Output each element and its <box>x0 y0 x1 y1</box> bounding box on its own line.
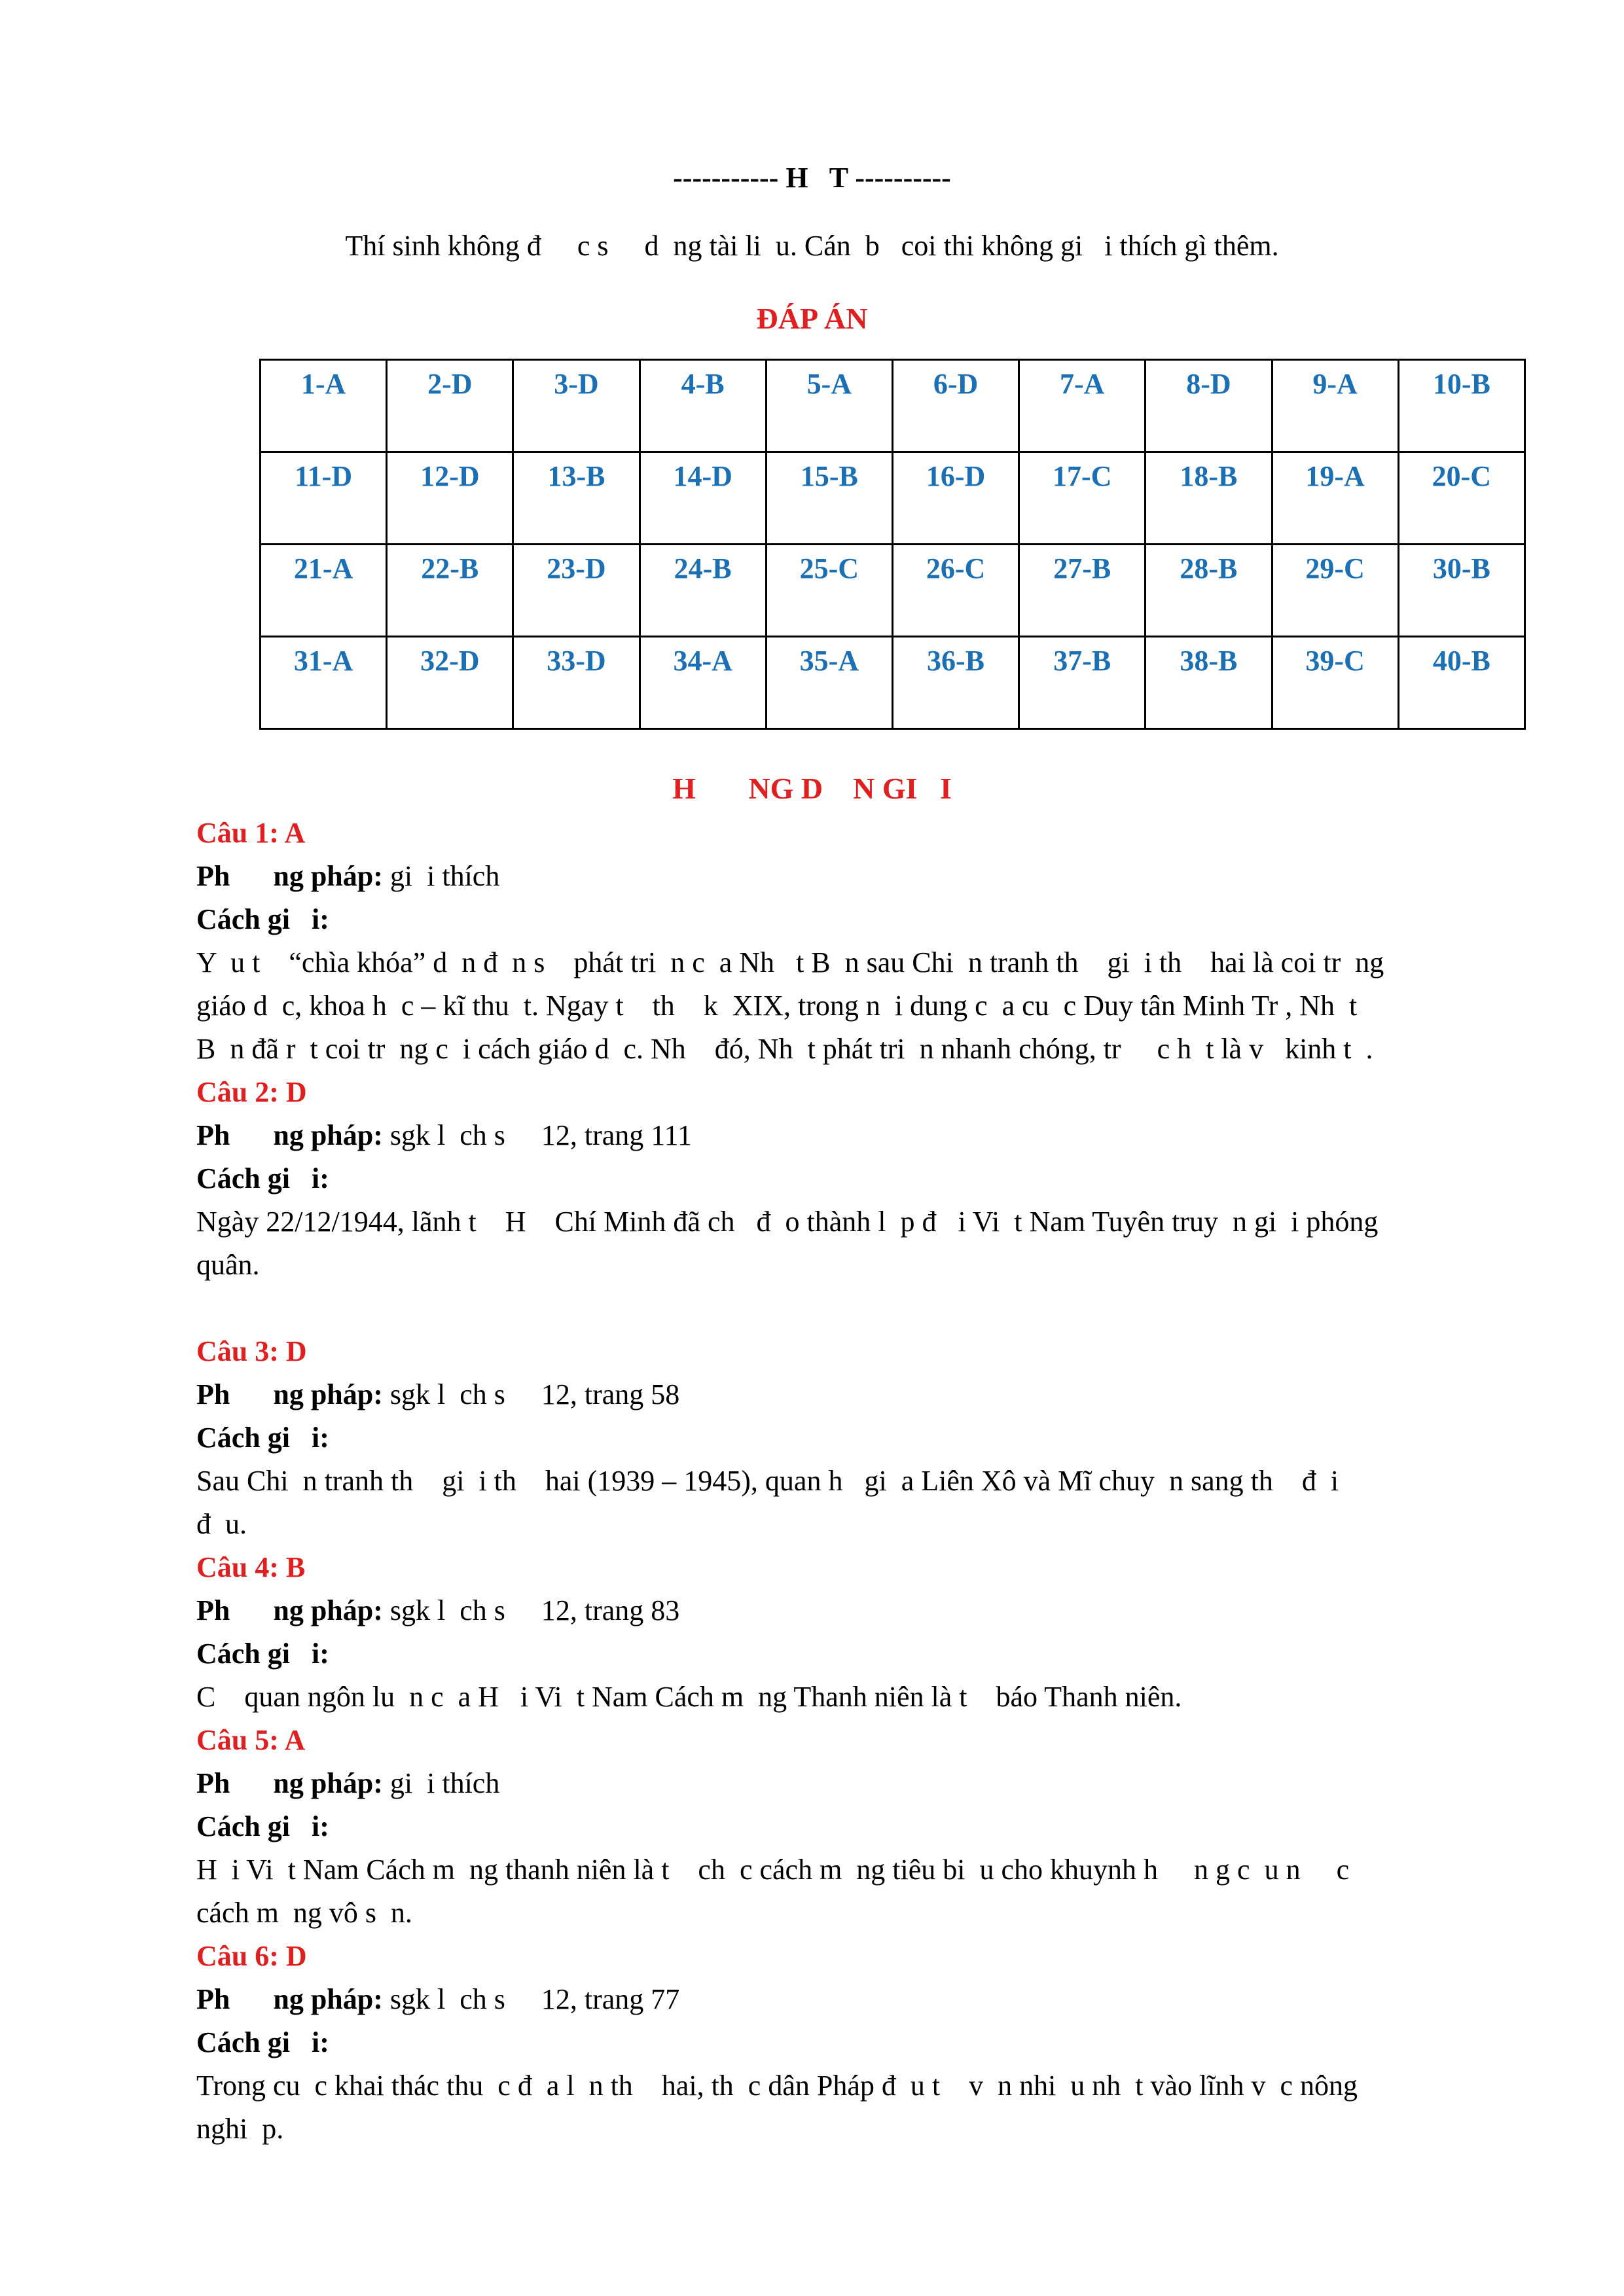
method-line <box>196 1114 1506 1157</box>
solution-label: Cách gi i: <box>196 1638 329 1670</box>
method-value: sgk l ch s 12, trang 58 <box>382 1378 680 1410</box>
solutions-list <box>196 812 1506 2151</box>
answer-row <box>261 360 1525 452</box>
answer-cell: 37-B <box>1019 637 1146 729</box>
method-label: Ph ng pháp: <box>196 860 383 892</box>
answer-cell: 36-B <box>892 637 1019 729</box>
question-block <box>196 1071 1506 1287</box>
answer-cell: 6-D <box>892 360 1019 452</box>
method-label: Ph ng pháp: <box>196 1119 383 1151</box>
method-line <box>196 1978 1506 2021</box>
solution-text: Y u t “chìa khóa” d n đ n s phát tri n c a Nh t B n sau Chi n tranh th gi i th hai là coi tr ng giáo d c, khoa h c – kĩ thu t. Ngay t th k XIX, trong n i dung c a cu c Duy tân Minh Tr , Nh t B n đã r t coi tr ng c i cách giáo d c. Nh đó, Nh t phát tri n nhanh chóng, tr c h t là v kinh t . <box>196 946 1384 1065</box>
answer-cell: 31-A <box>261 637 387 729</box>
question-block <box>196 1330 1506 1546</box>
answer-cell: 2-D <box>387 360 513 452</box>
answer-cell: 28-B <box>1146 545 1272 637</box>
answer-cell: 8-D <box>1146 360 1272 452</box>
method-value: sgk l ch s 12, trang 77 <box>382 1983 680 2015</box>
answer-cell: 32-D <box>387 637 513 729</box>
solution-text: Sau Chi n tranh th gi i th hai (1939 – 1945), quan h gi a Liên Xô và Mĩ chuy n sang th đ i đ u. <box>196 1465 1339 1540</box>
answer-cell: 39-C <box>1272 637 1398 729</box>
answer-cell: 22-B <box>387 545 513 637</box>
method-value: sgk l ch s 12, trang 111 <box>382 1119 693 1151</box>
answer-cell: 24-B <box>640 545 766 637</box>
solution-label: Cách gi i: <box>196 2026 329 2058</box>
answer-cell: 14-D <box>640 452 766 545</box>
answer-cell: 10-B <box>1398 360 1525 452</box>
question-block <box>196 812 1506 1071</box>
answer-cell: 11-D <box>261 452 387 545</box>
method-label: Ph ng pháp: <box>196 1983 383 2015</box>
answer-cell: 5-A <box>766 360 892 452</box>
answer-row <box>261 545 1525 637</box>
answer-cell: 7-A <box>1019 360 1146 452</box>
answer-cell: 4-B <box>640 360 766 452</box>
method-label: Ph ng pháp: <box>196 1767 383 1799</box>
question-title: Câu 1: A <box>196 817 306 849</box>
solution-label: Cách gi i: <box>196 1422 329 1454</box>
answer-cell: 1-A <box>261 360 387 452</box>
answer-cell: 40-B <box>1398 637 1525 729</box>
question-title: Câu 3: D <box>196 1335 307 1367</box>
solution-text: H i Vi t Nam Cách m ng thanh niên là t ch c cách m ng tiêu bi u cho khuynh h n g c u n c cách m ng vô s n. <box>196 1854 1350 1929</box>
answer-cell: 3-D <box>513 360 640 452</box>
method-line <box>196 1762 1506 1805</box>
answer-cell: 33-D <box>513 637 640 729</box>
solution-label: Cách gi i: <box>196 1162 329 1194</box>
answer-cell: 23-D <box>513 545 640 637</box>
question-block <box>196 1719 1506 1935</box>
method-label: Ph ng pháp: <box>196 1594 383 1626</box>
answer-cell: 20-C <box>1398 452 1525 545</box>
method-value: gi i thích <box>382 860 500 892</box>
method-line <box>196 1373 1506 1416</box>
solution-guide-title: H NG D N GI I <box>672 772 952 805</box>
answer-row <box>261 637 1525 729</box>
solution-label: Cách gi i: <box>196 903 329 935</box>
question-title: Câu 4: B <box>196 1551 306 1583</box>
answer-cell: 18-B <box>1146 452 1272 545</box>
question-block <box>196 1935 1506 2151</box>
solution-text: C quan ngôn lu n c a H i Vi t Nam Cách m ng Thanh niên là t báo Thanh niên. <box>196 1681 1182 1713</box>
answer-cell: 26-C <box>892 545 1019 637</box>
answer-cell: 27-B <box>1019 545 1146 637</box>
question-block <box>196 1546 1506 1719</box>
method-value: gi i thích <box>382 1767 500 1799</box>
answer-key-title: ĐÁP ÁN <box>756 302 868 335</box>
answer-key-table <box>259 359 1526 730</box>
end-marker: ----------- H T ---------- <box>673 162 951 194</box>
answer-cell: 17-C <box>1019 452 1146 545</box>
answer-cell: 29-C <box>1272 545 1398 637</box>
answer-cell: 34-A <box>640 637 766 729</box>
exam-notice: Thí sinh không đ c s d ng tài li u. Cán b coi thi không gi i thích gì thêm. <box>345 230 1279 262</box>
method-value: sgk l ch s 12, trang 83 <box>382 1594 680 1626</box>
answer-cell: 12-D <box>387 452 513 545</box>
method-label: Ph ng pháp: <box>196 1378 383 1410</box>
answer-cell: 30-B <box>1398 545 1525 637</box>
answer-cell: 13-B <box>513 452 640 545</box>
answer-cell: 21-A <box>261 545 387 637</box>
solution-label: Cách gi i: <box>196 1810 329 1842</box>
answer-cell: 9-A <box>1272 360 1398 452</box>
answer-cell: 38-B <box>1146 637 1272 729</box>
solution-text: Trong cu c khai thác thu c đ a l n th hai, th c dân Pháp đ u t v n nhi u nh t vào lĩnh v c nông nghi p. <box>196 2070 1358 2145</box>
question-title: Câu 6: D <box>196 1940 307 1972</box>
method-line <box>196 855 1506 898</box>
answer-row <box>261 452 1525 545</box>
question-title: Câu 5: A <box>196 1724 306 1756</box>
answer-cell: 25-C <box>766 545 892 637</box>
solution-text: Ngày 22/12/1944, lãnh t H Chí Minh đã ch đ o thành l p đ i Vi t Nam Tuyên truy n gi i phóng quân. <box>196 1206 1379 1281</box>
method-line <box>196 1589 1506 1632</box>
question-title: Câu 2: D <box>196 1076 307 1108</box>
answer-cell: 19-A <box>1272 452 1398 545</box>
answer-cell: 16-D <box>892 452 1019 545</box>
answer-cell: 15-B <box>766 452 892 545</box>
answer-cell: 35-A <box>766 637 892 729</box>
